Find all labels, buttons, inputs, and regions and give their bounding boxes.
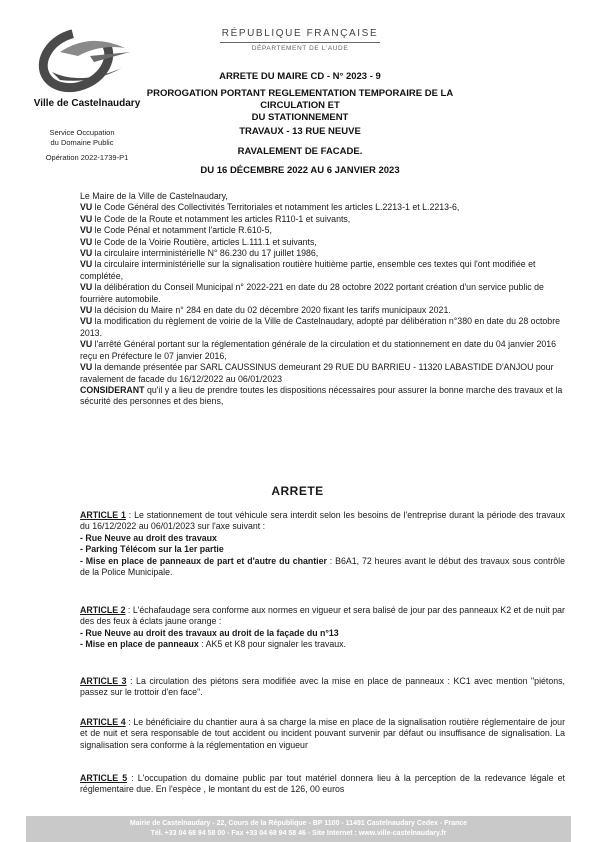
vu-item	[80, 259, 565, 282]
vu-label: VU	[80, 316, 93, 327]
article-2-body: : L'échafaudage sera conforme aux normes en vigueur et sera balisé de jour par des panneaux K2 et de nuit par des des feux à éclats jaune orange :	[80, 605, 565, 627]
vu-text: le Code Général des Collectivités Territoriales et notamment les articles L.2213-1 et L.2213-6,	[92, 202, 460, 213]
logo-mark	[30, 22, 140, 102]
vu-list	[80, 202, 565, 385]
vu-item	[80, 305, 565, 316]
article-3-text	[80, 676, 565, 699]
article-1-bullet-2: - Parking Télécom sur la 1er partie	[80, 544, 224, 555]
vu-label: VU	[80, 339, 93, 350]
vu-text: l'arrêté Général portant sur la réglementation générale de la circulation et du stationnement en date du 04 janvier 2016 reçu en Préfecture le 07 janvier 2016,	[80, 339, 557, 361]
vu-label: VU	[80, 202, 93, 213]
footer-address: Mairie de Castelnaudary - 22, Cours de la République - BP 1100 - 11491 Castelnaudary Cedex - France	[129, 820, 468, 827]
article-1-text	[80, 510, 565, 533]
article-5-text	[80, 773, 565, 796]
article-1-body: : Le stationnement de tout véhicule sera interdit selon les besoins de l'entreprise durant la période des travaux du 16/12/2022 au 06/01/2023 sur l'axe suivant :	[80, 510, 565, 532]
article-2-bullet-2-rest: : AK5 et K8 pour signaler les travaux.	[198, 639, 346, 650]
article-4-body: : Le bénéficiaire du chantier aura à sa charge la mise en place de la signalisation routière réglementaire de jour et de nuit et sera responsable de tout accident ou incident pouvant survenir par défaut ou insuffisance de signalisation. La signalisation sera conforme à la réglementation en vigueur	[80, 717, 565, 750]
city-name: Ville de Castelnaudary	[33, 98, 141, 109]
vu-text: la modification du règlement de voirie de la Ville de Castelnaudary, adopté par délibération n°380 en date du 28 octobre 2013.	[80, 316, 561, 338]
considerant-label: CONSIDERANT	[80, 384, 145, 395]
vu-text: la décision du Maire n° 284 en date du 02 décembre 2020 fixant les tarifs municipaux 2021.	[92, 305, 451, 316]
article-2-text	[80, 605, 565, 628]
footer-contact: Tél. +33 04 68 94 58 00 - Fax +33 04 68 94 58 46 - Site Internet : www.ville-castelnaudary.fr	[150, 830, 447, 837]
vu-label: VU	[80, 225, 93, 236]
preamble	[80, 191, 565, 408]
vu-label: VU	[80, 305, 93, 316]
article-5	[80, 773, 565, 796]
service-line-2: du Domaine Public	[50, 138, 114, 147]
vu-item	[80, 316, 565, 339]
document-title	[140, 88, 460, 124]
vu-text: le Code de la Route et notamment les articles R110-1 et suivants,	[92, 213, 351, 224]
republic-heading: RÉPUBLIQUE FRANÇAISE	[221, 28, 379, 39]
vu-text: la demande présentée par SARL CAUSSINUS demeurant 29 RUE DU BARRIEU - 11320 LABASTIDE D'ANJOU pour ravalement de facade du 16/12/2022 au 06/01/2023	[80, 362, 554, 384]
article-1-bullet-3-bold: - Mise en place de panneaux de part et d'autre du chantier	[80, 555, 327, 566]
article-5-body: : L'occupation du domaine public par tout matériel donnera lieu à la perception de la redevance légale et réglementaire due. En l'espèce , le montant du est de 126, 00 euros	[80, 773, 565, 795]
operation-number: Opération 2022-1739-P1	[45, 153, 129, 162]
article-2-bullet-2-bold: - Mise en place de panneaux	[80, 639, 199, 650]
vu-label: VU	[80, 259, 93, 270]
article-3-label: ARTICLE 3	[80, 676, 127, 686]
vu-item	[80, 362, 565, 385]
header-divider	[220, 42, 380, 43]
vu-item	[80, 237, 565, 248]
article-3-body: : La circulation des piétons sera modifiée avec la mise en place de panneaux : KC1 avec mention "piétons, passez sur le trottoir d'en face".	[80, 676, 565, 698]
title-line-2: DU STATIONNEMENT	[251, 112, 349, 123]
vu-label: VU	[80, 282, 93, 293]
vu-label: VU	[80, 236, 93, 247]
article-1-bullet-1: - Rue Neuve au droit des travaux	[80, 532, 217, 543]
date-range-heading: DU 16 DÉCEMBRE 2022 AU 6 JANVIER 2023	[200, 165, 400, 176]
article-5-label: ARTICLE 5	[80, 773, 128, 783]
article-4-text	[80, 717, 565, 751]
department-heading: DÉPARTEMENT DE L'AUDE	[251, 45, 349, 52]
preamble-intro: Le Maire de la Ville de Castelnaudary,	[80, 191, 228, 201]
title-line-1: PROROGATION PORTANT REGLEMENTATION TEMPORAIRE DE LA CIRCULATION ET	[146, 88, 454, 111]
article-3	[80, 676, 565, 699]
article-2-bullet-2	[80, 639, 565, 650]
vu-text: la délibération du Conseil Municipal n° 2022-221 en date du 28 octobre 2022 portant création d'un service public de fourrière automobile.	[80, 282, 544, 304]
article-1-bullet-3-rest: : B6A1, 72 heures avant le début des travaux sous contrôle de la Police Municipale.	[80, 555, 565, 578]
article-1-label: ARTICLE 1	[80, 510, 126, 520]
article-1	[80, 510, 565, 578]
considerant-text: qu'il y a lieu de prendre toutes les dispositions nécessaires pour assurer la bonne marche des travaux et la sécurité des personnes et des biens,	[80, 384, 563, 407]
page-footer	[26, 816, 571, 842]
service-line-1: Service Occupation	[49, 128, 115, 137]
vu-item	[80, 248, 565, 259]
article-2	[80, 605, 565, 651]
ravalement-heading: RAVALEMENT DE FACADE.	[237, 146, 363, 157]
vu-label: VU	[80, 213, 93, 224]
article-2-label: ARTICLE 2	[80, 605, 126, 615]
works-heading: TRAVAUX - 13 RUE NEUVE	[239, 126, 361, 137]
vu-text: la circulaire interministérielle N° 86.230 du 17 juillet 1986,	[92, 248, 319, 259]
article-1-bullet-3	[80, 556, 565, 579]
vu-item	[80, 214, 565, 225]
vu-item	[80, 282, 565, 305]
article-2-bullet-1: - Rue Neuve au droit des travaux au droit de la façade du n°13	[80, 627, 339, 638]
vu-label: VU	[80, 248, 93, 259]
service-name	[22, 128, 142, 148]
arrete-number: ARRETE DU MAIRE CD - N° 2023 - 9	[219, 71, 381, 82]
vu-text: le Code de la Voirie Routière, articles L.111.1 et suivants,	[92, 236, 317, 247]
vu-item	[80, 225, 565, 236]
considerant-paragraph	[80, 385, 565, 408]
vu-item	[80, 202, 565, 213]
article-4	[80, 717, 565, 751]
vu-item	[80, 339, 565, 362]
article-4-label: ARTICLE 4	[80, 717, 126, 727]
vu-text: la circulaire interministérielle sur la signalisation routière huitième partie, ensemble ces textes qui l'ont modifiée et complétée,	[80, 259, 536, 281]
arrete-heading: ARRETE	[271, 484, 324, 498]
vu-text: le Code Pénal et notamment l'article R.610-5,	[92, 225, 272, 236]
vu-label: VU	[80, 362, 93, 373]
